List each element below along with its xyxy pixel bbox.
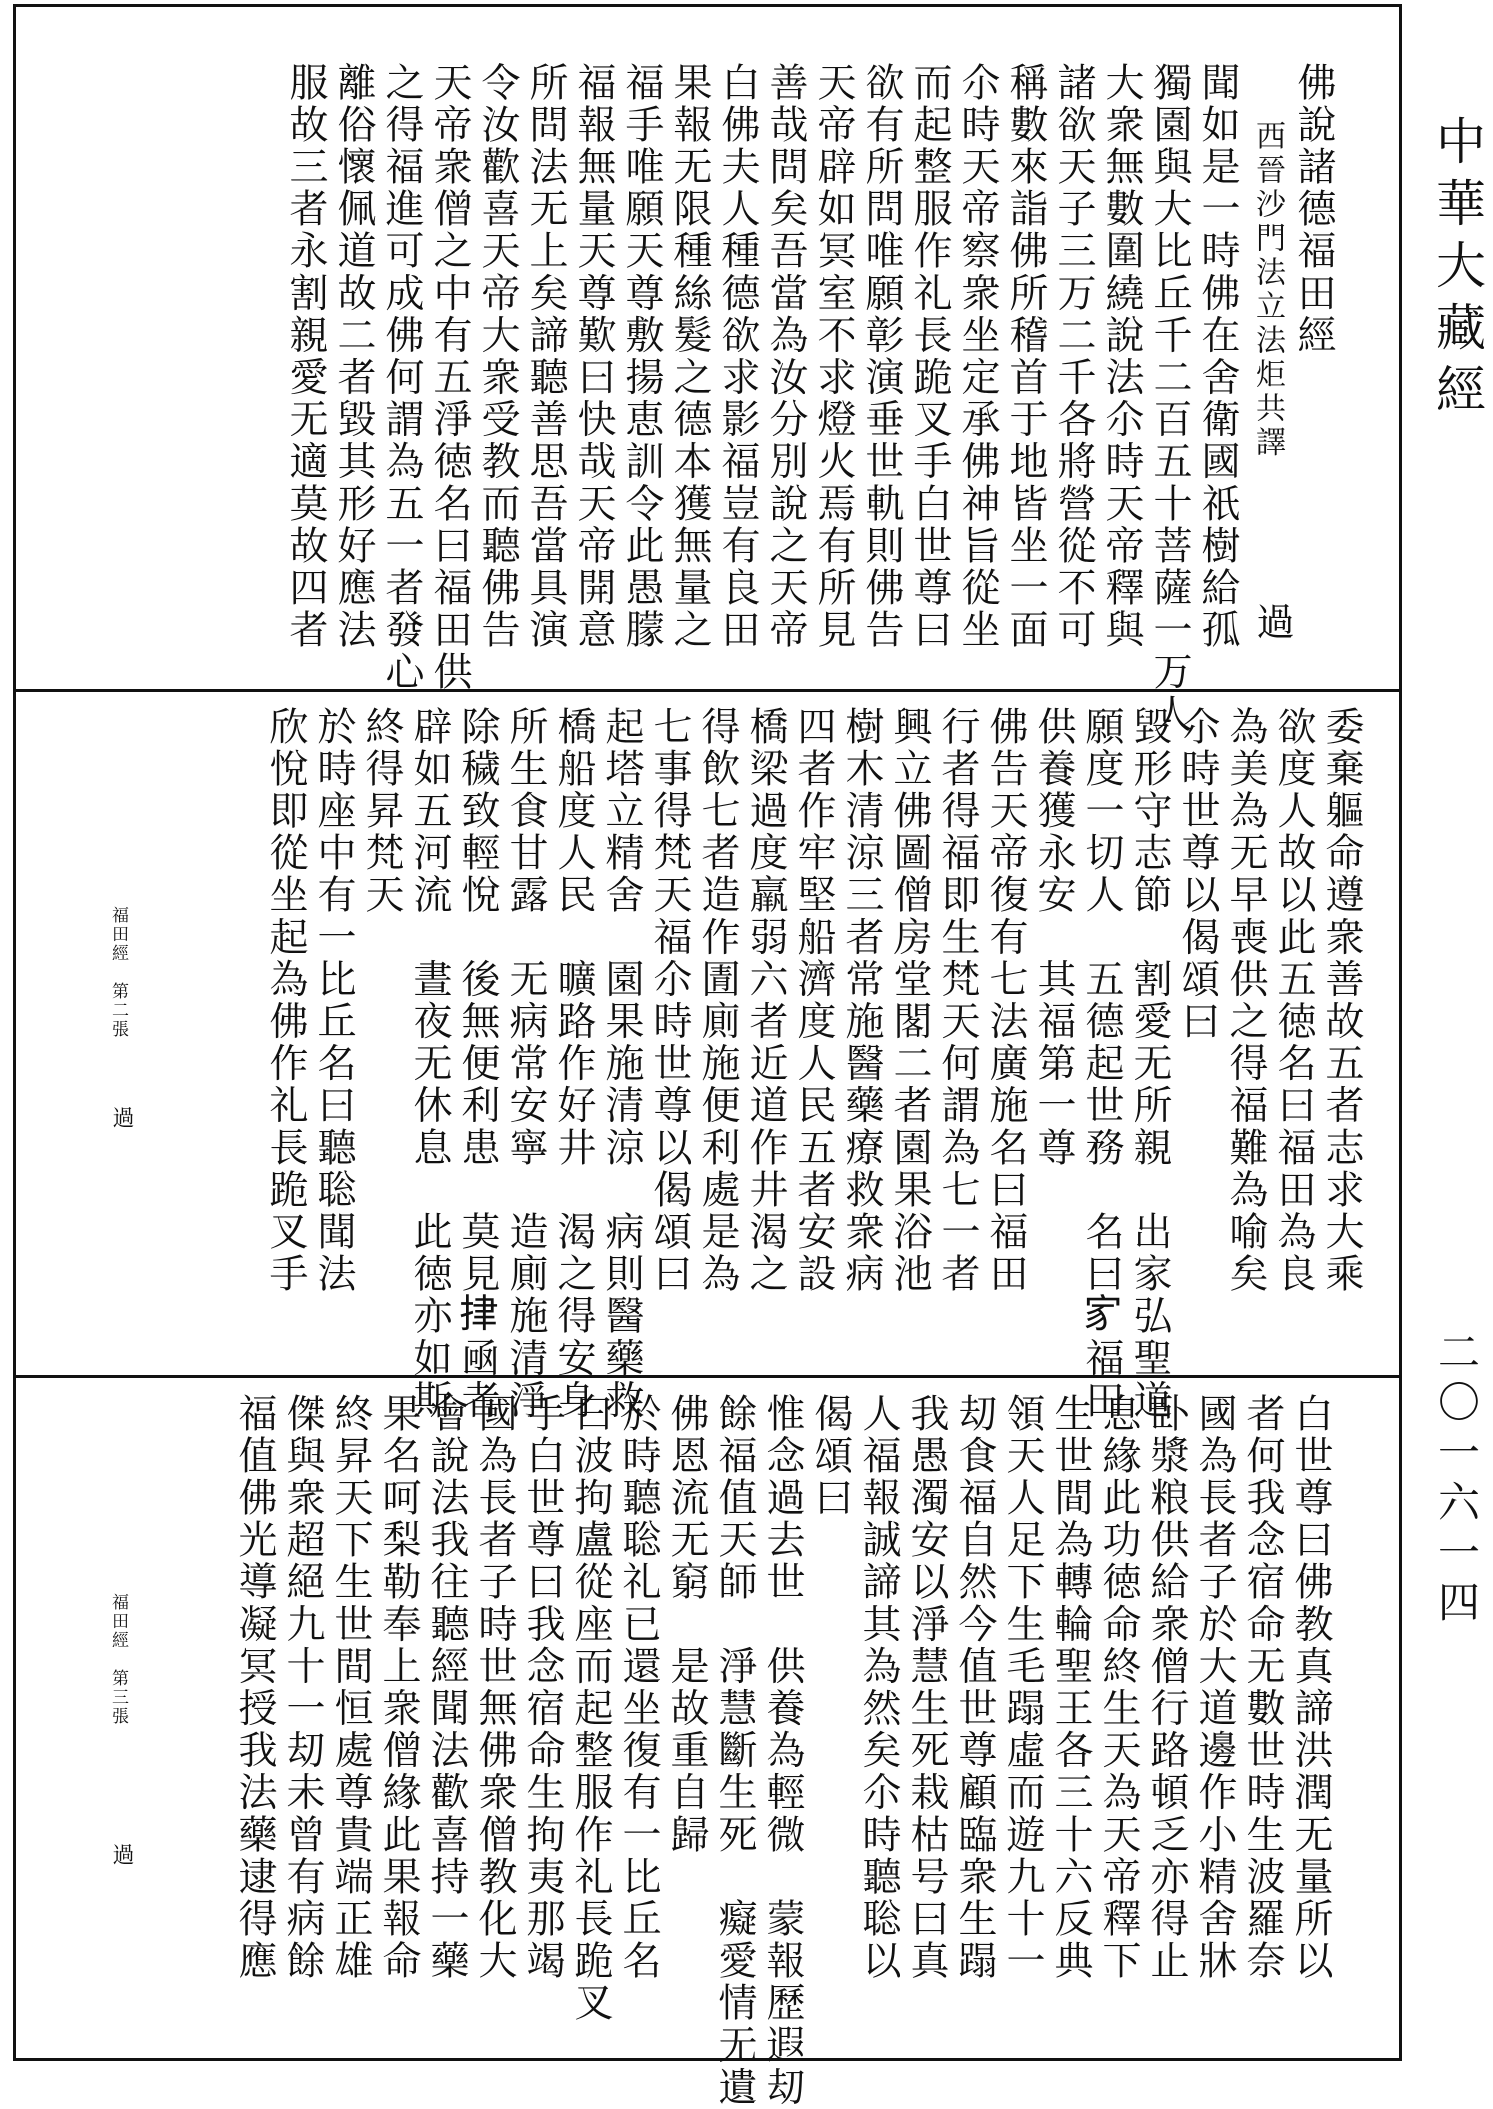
panel-1-columns <box>280 62 1336 736</box>
panel-2-footer: 福田經 第二張 <box>108 906 128 1039</box>
text-column: 大衆無數圍繞說法尒時天帝釋與 <box>1099 62 1144 652</box>
text-column: 天帝辟如冥室不求燈火焉有所見 <box>811 62 856 652</box>
text-column: 善哉問矣吾當為汝分別說之天帝 <box>763 62 808 652</box>
panel-2 <box>20 706 1396 1422</box>
text-column: 國為長者子於大道邊作小精舍牀 <box>1192 1393 1237 1983</box>
text-column: 辟如五河流 晝夜无休息 此徳亦如斯 <box>407 706 452 1422</box>
text-column: 離俗懷佩道故二者毀其形好應法 <box>331 62 376 652</box>
text-column: 興立佛圖僧房堂閣二者園果浴池 <box>887 706 932 1296</box>
text-column: 福值佛光導凝冥授我法藥逮得應 <box>232 1393 277 1983</box>
panel-3-footer-mark: 過 <box>109 1843 134 1867</box>
text-column: 尒時天帝察衆坐定承佛神旨從坐 <box>955 62 1000 652</box>
text-column: 佛告天帝復有七法廣施名曰福田 <box>983 706 1028 1296</box>
text-column: 會說法我往聽經聞法歡喜持一藥 <box>424 1393 469 1983</box>
text-column: 服故三者永割親愛无適莫故四者 <box>283 62 328 652</box>
text-column: 毀形守志節 割愛无所親 出家弘聖道 <box>1127 706 1172 1422</box>
text-column: 所生食甘露 无病常安寧 造廁施清淨 <box>503 706 548 1422</box>
panel-divider-1 <box>13 689 1402 692</box>
text-column: 者何我念宿命无數世時生波羅奈 <box>1240 1393 1285 1983</box>
text-column: 果報无限種絲髮之德本獲無量之 <box>667 62 712 652</box>
text-column: 得飲七者造作圊廁施便利處是為 <box>695 706 740 1296</box>
text-column: 為美為无早喪供之得福難為喻矣 <box>1223 706 1268 1296</box>
panel-divider-2 <box>13 1375 1402 1378</box>
text-column: 福手唯願天尊敷揚恵訓令此愚朦 <box>619 62 664 652</box>
text-column: 委棄軀命遵衆善故五者志求大乘 <box>1319 706 1364 1296</box>
text-column: 曰波拘盧從座而起整服作礼長跪叉 <box>568 1393 613 2025</box>
text-column: 傑與衆超絕九十一刧未曾有病餘 <box>280 1393 325 1983</box>
text-column: 獨園與大比丘千二百五十菩薩一万人 <box>1147 62 1192 736</box>
text-column: 白佛夫人種德欲求影福豈有良田 <box>715 62 760 652</box>
text-column: 願度一切人 五德起世務 名曰𡧘福田 <box>1079 706 1124 1422</box>
text-column: 橋船度人民 曠路作好井 渴之得安身 <box>551 706 596 1422</box>
text-column: 所問法无上矣諦聽善思吾當具演 <box>523 62 568 652</box>
text-column: 起塔立精舍 園果施清涼 病則醫藥救 <box>599 706 644 1422</box>
page-number: 二〇一六一四 <box>1432 1330 1481 1630</box>
text-column: 而起整服作礼長跪叉手白世尊曰 <box>907 62 952 652</box>
text-column: 樹木清涼三者常施醫藥療救衆病 <box>839 706 884 1296</box>
panel-3-footer: 福田經 第三張 <box>108 1593 128 1726</box>
text-column: 果名呵梨勒奉上衆僧緣此果報命 <box>376 1393 421 1983</box>
page-mark: 過 <box>1250 602 1294 644</box>
text-column: 息緣此功徳命終生天為天帝釋下 <box>1096 1393 1141 1983</box>
text-column: 生世間為轉輪聖王各三十六反典 <box>1048 1393 1093 1983</box>
text-column: 卧漿粮供給衆僧行路頓乏亦得止 <box>1144 1393 1189 1983</box>
panel-3 <box>20 1393 1396 2109</box>
text-column: 佛恩流无窮 是故重自歸 <box>664 1393 709 1857</box>
text-column: 橋梁過度羸弱六者近道作井渴之 <box>743 706 788 1296</box>
text-column: 除穢致輕悅 後無便利患 莫見𢫫凾者 <box>455 706 500 1422</box>
text-column: 惟念過去世 供養為輕微 蒙報歷遐刧 <box>760 1393 805 2109</box>
text-column: 行者得福即生梵天何謂為七一者 <box>935 706 980 1296</box>
text-column: 欲度人故以此五徳名曰福田為良 <box>1271 706 1316 1296</box>
text-column: 供養獲永安 其福第一尊 <box>1031 706 1076 1170</box>
translator-credit: 西晉沙門法立法炬共譯 <box>1250 120 1285 460</box>
sutra-title: 佛說諸德福田經 <box>1291 62 1336 357</box>
collection-title: 中華大藏經 <box>1428 115 1486 425</box>
text-column: 白世尊曰佛教真諦洪潤无量所以 <box>1288 1393 1333 1983</box>
text-column: 於時座中有一比丘名曰聽聡聞法 <box>311 706 356 1296</box>
text-column: 我愚濁安以淨慧生死栽枯号曰真 <box>904 1393 949 1983</box>
panel-2-footer-mark: 過 <box>109 1106 134 1130</box>
text-column: 天帝衆僧之中有五淨徳名曰福田供 <box>427 62 472 694</box>
text-column: 餘福值天師 淨慧斷生死 癡愛情无遺 <box>712 1393 757 2109</box>
text-column: 尒時世尊以偈頌曰 <box>1175 706 1220 1043</box>
text-column: 之得福進可成佛何謂為五一者發心 <box>379 62 424 694</box>
text-column: 國為長者子時世無佛衆僧教化大 <box>472 1393 517 1983</box>
text-column: 稱數來詣佛所稽首于地皆坐一面 <box>1003 62 1048 652</box>
panel-1 <box>20 62 1396 736</box>
text-column: 令汝歡喜天帝大衆受教而聽佛告 <box>475 62 520 652</box>
text-column: 聞如是一時佛在舍衛國祇樹給孤 <box>1195 62 1240 652</box>
text-column: 於時聽聡礼已還坐復有一比丘名 <box>616 1393 661 1983</box>
text-column: 人福報誠諦其為然矣尒時聽聡以 <box>856 1393 901 1983</box>
text-column: 欣悅即從坐起為佛作礼長跪叉手 <box>263 706 308 1296</box>
text-column: 領天人足下生毛蹋虛而遊九十一 <box>1000 1393 1045 1983</box>
text-column: 諸欲天子三万二千各將營從不可 <box>1051 62 1096 652</box>
text-column: 七事得梵天福尒時世尊以偈頌曰 <box>647 706 692 1296</box>
text-column: 福報無量天尊歎曰快哉天帝開意 <box>571 62 616 652</box>
text-column: 終昇天下生世間恒處尊貴端正雄 <box>328 1393 373 1983</box>
panel-3-columns <box>229 1393 1333 2109</box>
text-column: 刧食福自然今值世尊顧臨衆生蹋 <box>952 1393 997 1983</box>
text-column: 終得昇梵天 <box>359 706 404 917</box>
text-column: 手白世尊曰我念宿命生拘夷那竭 <box>520 1393 565 1983</box>
panel-2-columns <box>260 706 1364 1422</box>
text-column: 偈頌曰 <box>808 1393 853 1520</box>
text-column: 欲有所問唯願彰演垂世軌則佛告 <box>859 62 904 652</box>
text-column: 四者作牢堅船濟度人民五者安設 <box>791 706 836 1296</box>
